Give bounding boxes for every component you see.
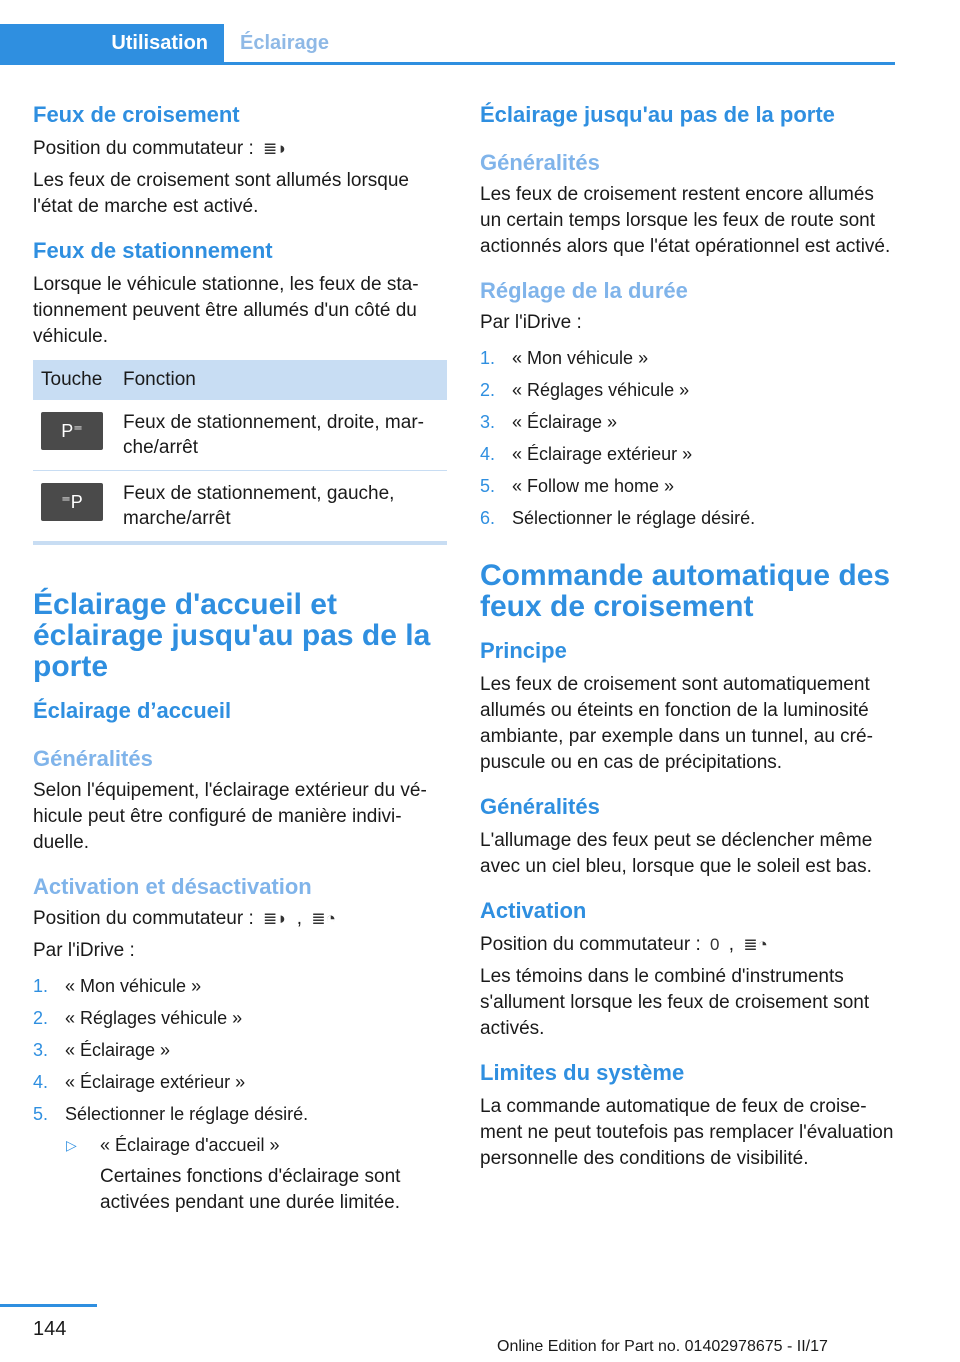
list-item: 1. « Mon véhicule » — [33, 976, 202, 996]
list-item: 6. Sélectionner le réglage désiré. — [480, 508, 756, 528]
triangle-bullet-icon: ▷ — [66, 1137, 77, 1153]
separator: , — [728, 934, 735, 955]
heading-parking: Feux de stationnement — [33, 238, 273, 263]
list-item: 4. « Éclairage extérieur » — [480, 444, 693, 464]
parking-text: Lorsque le véhicule stationne, les feux de stationnement peuvent être allumés d'un côté du véhicule. — [33, 274, 419, 347]
list-item: 5. « Follow me home » — [480, 476, 675, 496]
list-item: 3. « Éclairage » — [480, 412, 618, 432]
activation-position-label: Position du commutateur : — [480, 934, 701, 955]
low-beam-icon: ≣◗ — [263, 909, 288, 928]
list-item: 2. « Réglages véhicule » — [33, 1008, 243, 1028]
heading-general: Généralités — [33, 746, 153, 771]
page-number: 144 — [33, 1318, 67, 1340]
low-beam-text: Les feux de croisement sont allumés lorsque l'état de marche est activé. — [33, 170, 409, 217]
heading-low-beam: Feux de croisement — [33, 102, 240, 127]
heading-auto: Commande automatique des feux de croisement — [480, 559, 891, 623]
general-text: Les feux de croisement restent encore allumés un certain temps lorsque les feux de route sont actionnés alors que l'état opérationnel est activé. — [480, 184, 891, 257]
low-beam-position — [33, 136, 447, 162]
heading-welcome-light: Éclairage d’accueil — [33, 698, 232, 723]
parking-key-table — [33, 360, 447, 545]
table-cell-function: Feux de stationnement, droite, marche/arrêt — [115, 400, 447, 471]
heading-welcome: Éclairage d'accueil et éclairage jusqu'au pas de la porte — [33, 588, 431, 683]
low-beam-position-label: Position du commutateur : — [33, 138, 254, 159]
footer-divider — [0, 1304, 97, 1307]
sub-list-item — [66, 1130, 447, 1160]
principle-text: Les feux de croisement sont automatiquement allumés ou éteints en fonction de la luminosité ambiante, par exemple dans un tunnel, au crépuscule ou en cas de précipitations. — [480, 674, 873, 773]
table-row — [33, 400, 447, 471]
right-column — [480, 100, 896, 1188]
heading-doorstep: Éclairage jusqu'au pas de la porte — [480, 102, 835, 127]
heading-principle: Principe — [480, 638, 567, 663]
chapter-tab: Éclairage — [240, 32, 329, 54]
auto-light-icon: ≣◔ — [743, 935, 768, 954]
heading-limits: Limites du système — [480, 1060, 685, 1085]
table-cell-function: Feux de stationnement, gauche, marche/arrêt — [115, 471, 447, 544]
activation-position — [33, 906, 447, 932]
list-item: 5. Sélectionner le réglage désiré. — [33, 1104, 309, 1124]
idrive-label: Par l'iDrive : — [33, 940, 135, 961]
limits-text: La commande automatique de feux de croisement ne peut toutefois pas remplacer l'évaluation personnelle des conditions de visibilité. — [480, 1096, 894, 1169]
idrive-label: Par l'iDrive : — [480, 312, 582, 333]
page-header — [0, 24, 895, 65]
general-text: Selon l'équipement, l'éclairage extérieur du véhicule peut être configuré de manière individuelle. — [33, 780, 427, 853]
welcome-steps — [33, 970, 447, 1130]
list-item: 3. « Éclairage » — [33, 1040, 171, 1060]
activation-position-label: Position du commutateur : — [33, 908, 254, 929]
switch-off-icon: 0 — [710, 935, 720, 954]
left-column — [33, 100, 447, 1216]
activation-text: Les témoins dans le combiné d'instruments s'allument lorsque les feux de croisement sont activés. — [480, 966, 870, 1039]
section-tab: Utilisation — [0, 24, 224, 62]
substep-label: « Éclairage d'accueil » — [100, 1135, 280, 1155]
list-item: 4. « Éclairage extérieur » — [33, 1072, 246, 1092]
separator: , — [296, 908, 303, 929]
low-beam-icon: ≣◗ — [263, 139, 288, 158]
substep-text: Certaines fonctions d'éclairage sont activées pendant une durée limitée. — [100, 1166, 401, 1213]
table-header-function: Fonction — [115, 360, 447, 400]
heading-general: Généralités — [480, 150, 600, 175]
activation-position — [480, 932, 896, 958]
heading-duration: Réglage de la durée — [480, 278, 688, 303]
duration-steps — [480, 342, 896, 534]
heading-general2: Généralités — [480, 794, 600, 819]
auto-light-icon: ≣◔ — [311, 909, 336, 928]
list-item: 1. « Mon véhicule » — [480, 348, 649, 368]
table-header-key: Touche — [33, 360, 115, 400]
edition-note: Online Edition for Part no. 01402978675 - II/17 — [497, 1338, 828, 1355]
general2-text: L'allumage des feux peut se déclencher même avec un ciel bleu, lorsque que le soleil est bas. — [480, 830, 873, 877]
parking-right-button-icon: P⁼ — [41, 412, 103, 450]
table-row — [33, 471, 447, 544]
parking-left-button-icon: ⁼P — [41, 483, 103, 521]
heading-activation: Activation et désactivation — [33, 874, 312, 899]
list-item: 2. « Réglages véhicule » — [480, 380, 690, 400]
heading-activation: Activation — [480, 898, 587, 923]
